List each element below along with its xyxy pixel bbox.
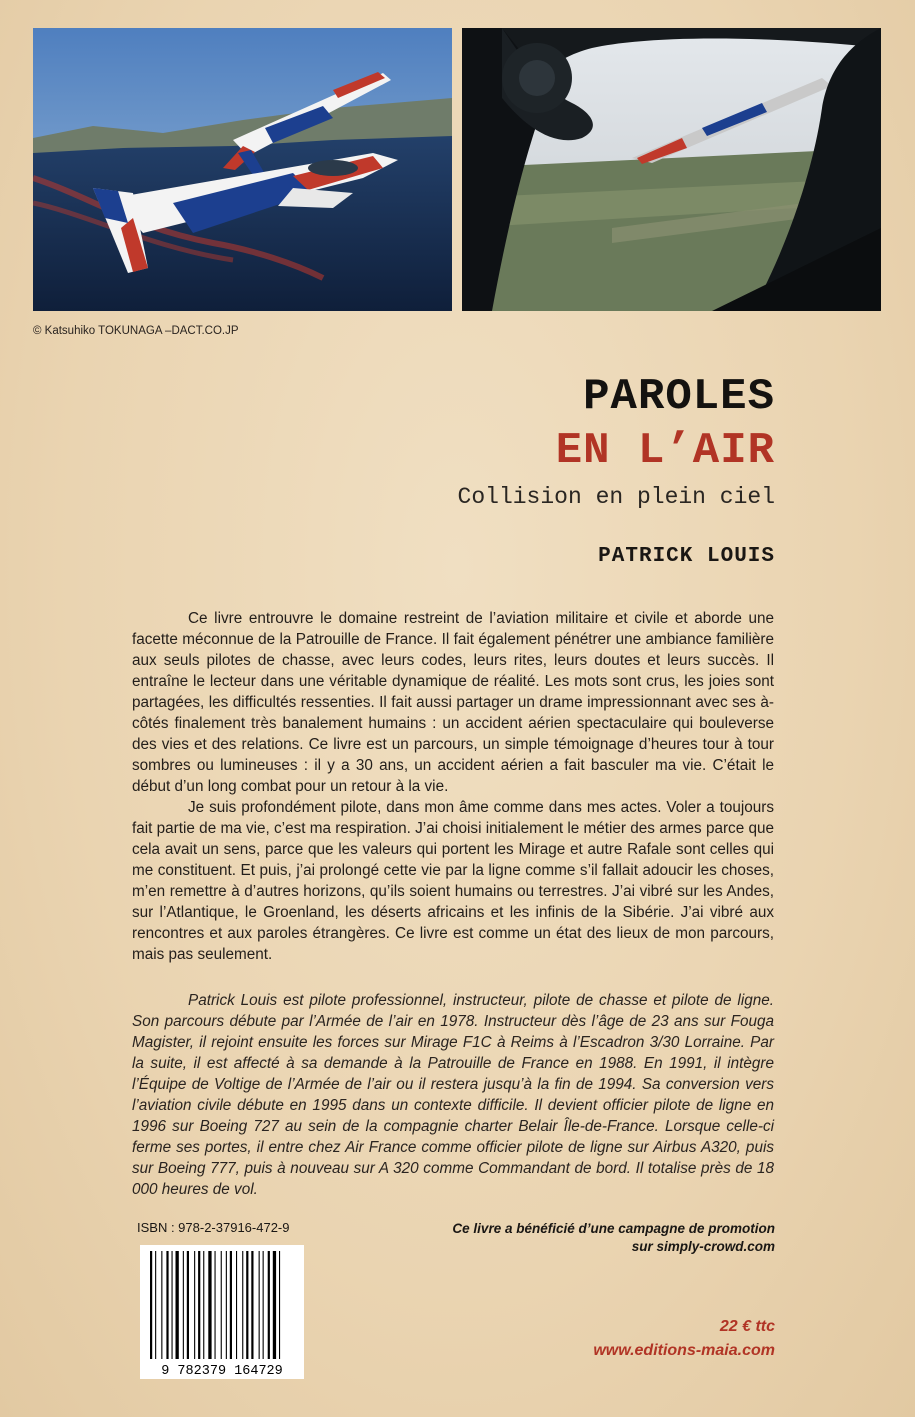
barcode-bar [150,1251,152,1359]
blurb-paragraph: Je suis profondément pilote, dans mon âme comme dans mes actes. Voler a toujours fait partie de ma vie, c’est ma respiration. J’ai choisi initialement le métier des armes parce que cela avait un sens, parce que les valeurs qui portent les Mirage et autre Rafale sont celles qui me constituent. Et puis, j’ai prolongé cette vie par la ligne comme s’il fallait adoucir les choses, m’en remettre à d’autres horizons, qu’ils soient humains ou terrestres. J’ai vibré sur les Andes, sur l’Atlantique, le Groenland, les déserts africains et les infinis de la Sibérie. J’ai vibré aux rencontres et aux paroles étrangères. Ce livre est comme un état des lieux de mon parcours, mais pas seulement. [132,799,774,963]
barcode-bar [194,1251,195,1359]
barcode-bar [221,1251,222,1359]
barcode-bar [187,1251,189,1359]
isbn-label: ISBN : 978-2-37916-472-9 [137,1220,290,1235]
barcode-bar [208,1251,211,1359]
book-title-line1: PAROLES [583,372,775,422]
bio-paragraph: Patrick Louis est pilote professionnel, instructeur, pilote de chasse et pilote de ligne. Son parcours débute par l’Armée de l’air en 1978. Instructeur dès l’âge de 23 ans sur Fouga Magister, il rejoint ensuite les forces sur Mirage F1C à Reims à l’Escadron 3/30 Lorraine. Par la suite, il est affecté à sa demande à la Patrouille de France en 1988. En 1991, il intègre l’Équipe de Voltige de l’Armée de l’air ou il restera jusqu’à la fin de 1994. Sa conversion vers l’aviation civile débute en 1995 dans un contexte difficile. Il devient officier pilote de ligne en 1996 sur Boeing 727 au sein de la compagnie charter Belair Île-de-France. Lorsque celle-ci ferme ses portes, il entre chez Air France comme officier pilote de ligne sur Airbus A320, puis sur Boeing 777, puis à nouveau sur A 320 comme Commandant de bord. Il totalise près de 18 000 heures de vol. [132,992,774,1198]
barcode-digits: 9 782379 164729 [161,1364,283,1379]
barcode-bar [183,1251,184,1359]
barcode-bar [236,1251,237,1359]
barcode-bar [166,1251,168,1359]
promotion-line: sur simply-crowd.com [631,1239,775,1254]
barcode-bar [263,1251,264,1359]
barcode-bar [203,1251,204,1359]
barcode-bar [268,1251,270,1359]
barcode-bar [246,1251,248,1359]
photo-credit: © Katsuhiko TOKUNAGA –DACT.CO.JP [33,325,239,337]
barcode-bar [230,1251,232,1359]
barcode-bar [251,1251,253,1359]
book-blurb [132,608,774,965]
barcode-bar [259,1251,260,1359]
promotion-line: Ce livre a bénéficié d’une campagne de promotion [452,1221,775,1236]
book-subtitle: Collision en plein ciel [457,484,775,510]
author-bio [132,990,774,1200]
barcode-bar [161,1251,162,1359]
promotion-note [452,1220,775,1256]
barcode-bar [279,1251,280,1359]
barcode-bar [172,1251,173,1359]
price: 22 € ttc [719,1318,775,1335]
photo-alpha-jets-over-coast [33,28,452,311]
author-name: PATRICK LOUIS [598,545,775,568]
barcode [140,1245,304,1379]
barcode-bar [198,1251,200,1359]
barcode-bar [273,1251,276,1359]
barcode-bar [215,1251,216,1359]
barcode-bar [226,1251,227,1359]
book-title-line2: EN L’AIR [555,426,775,476]
barcode-bar [176,1251,179,1359]
publisher-website: www.editions-maia.com [593,1342,775,1359]
photo-cockpit-view [462,28,881,311]
barcode-bar [155,1251,156,1359]
blurb-paragraph: Ce livre entrouvre le domaine restreint de l’aviation militaire et civile et aborde une facette méconnue de la Patrouille de France. Il fait également pénétrer une ambiance familière aux seuls pilotes de chasse, avec leurs codes, leurs rites, leurs doutes et leurs succès. Il entraîne le lecteur dans une véritable dynamique de réalité. Les mots sont crus, les joies sont partagées, les difficultés ressenties. Il fait aussi partager un drame impressionnant avec ses à-côtés finalement très banalement humains : un accident aérien spectaculaire qui bouleverse des vies et des relations. Ce livre est un parcours, un simple témoignage d’heures tour à tour sombres ou lumineuses : il y a 30 ans, un accident aérien a fait basculer ma vie. C’était le début d’un long combat pour un retour à la vie. [132,610,774,795]
barcode-bar [242,1251,243,1359]
